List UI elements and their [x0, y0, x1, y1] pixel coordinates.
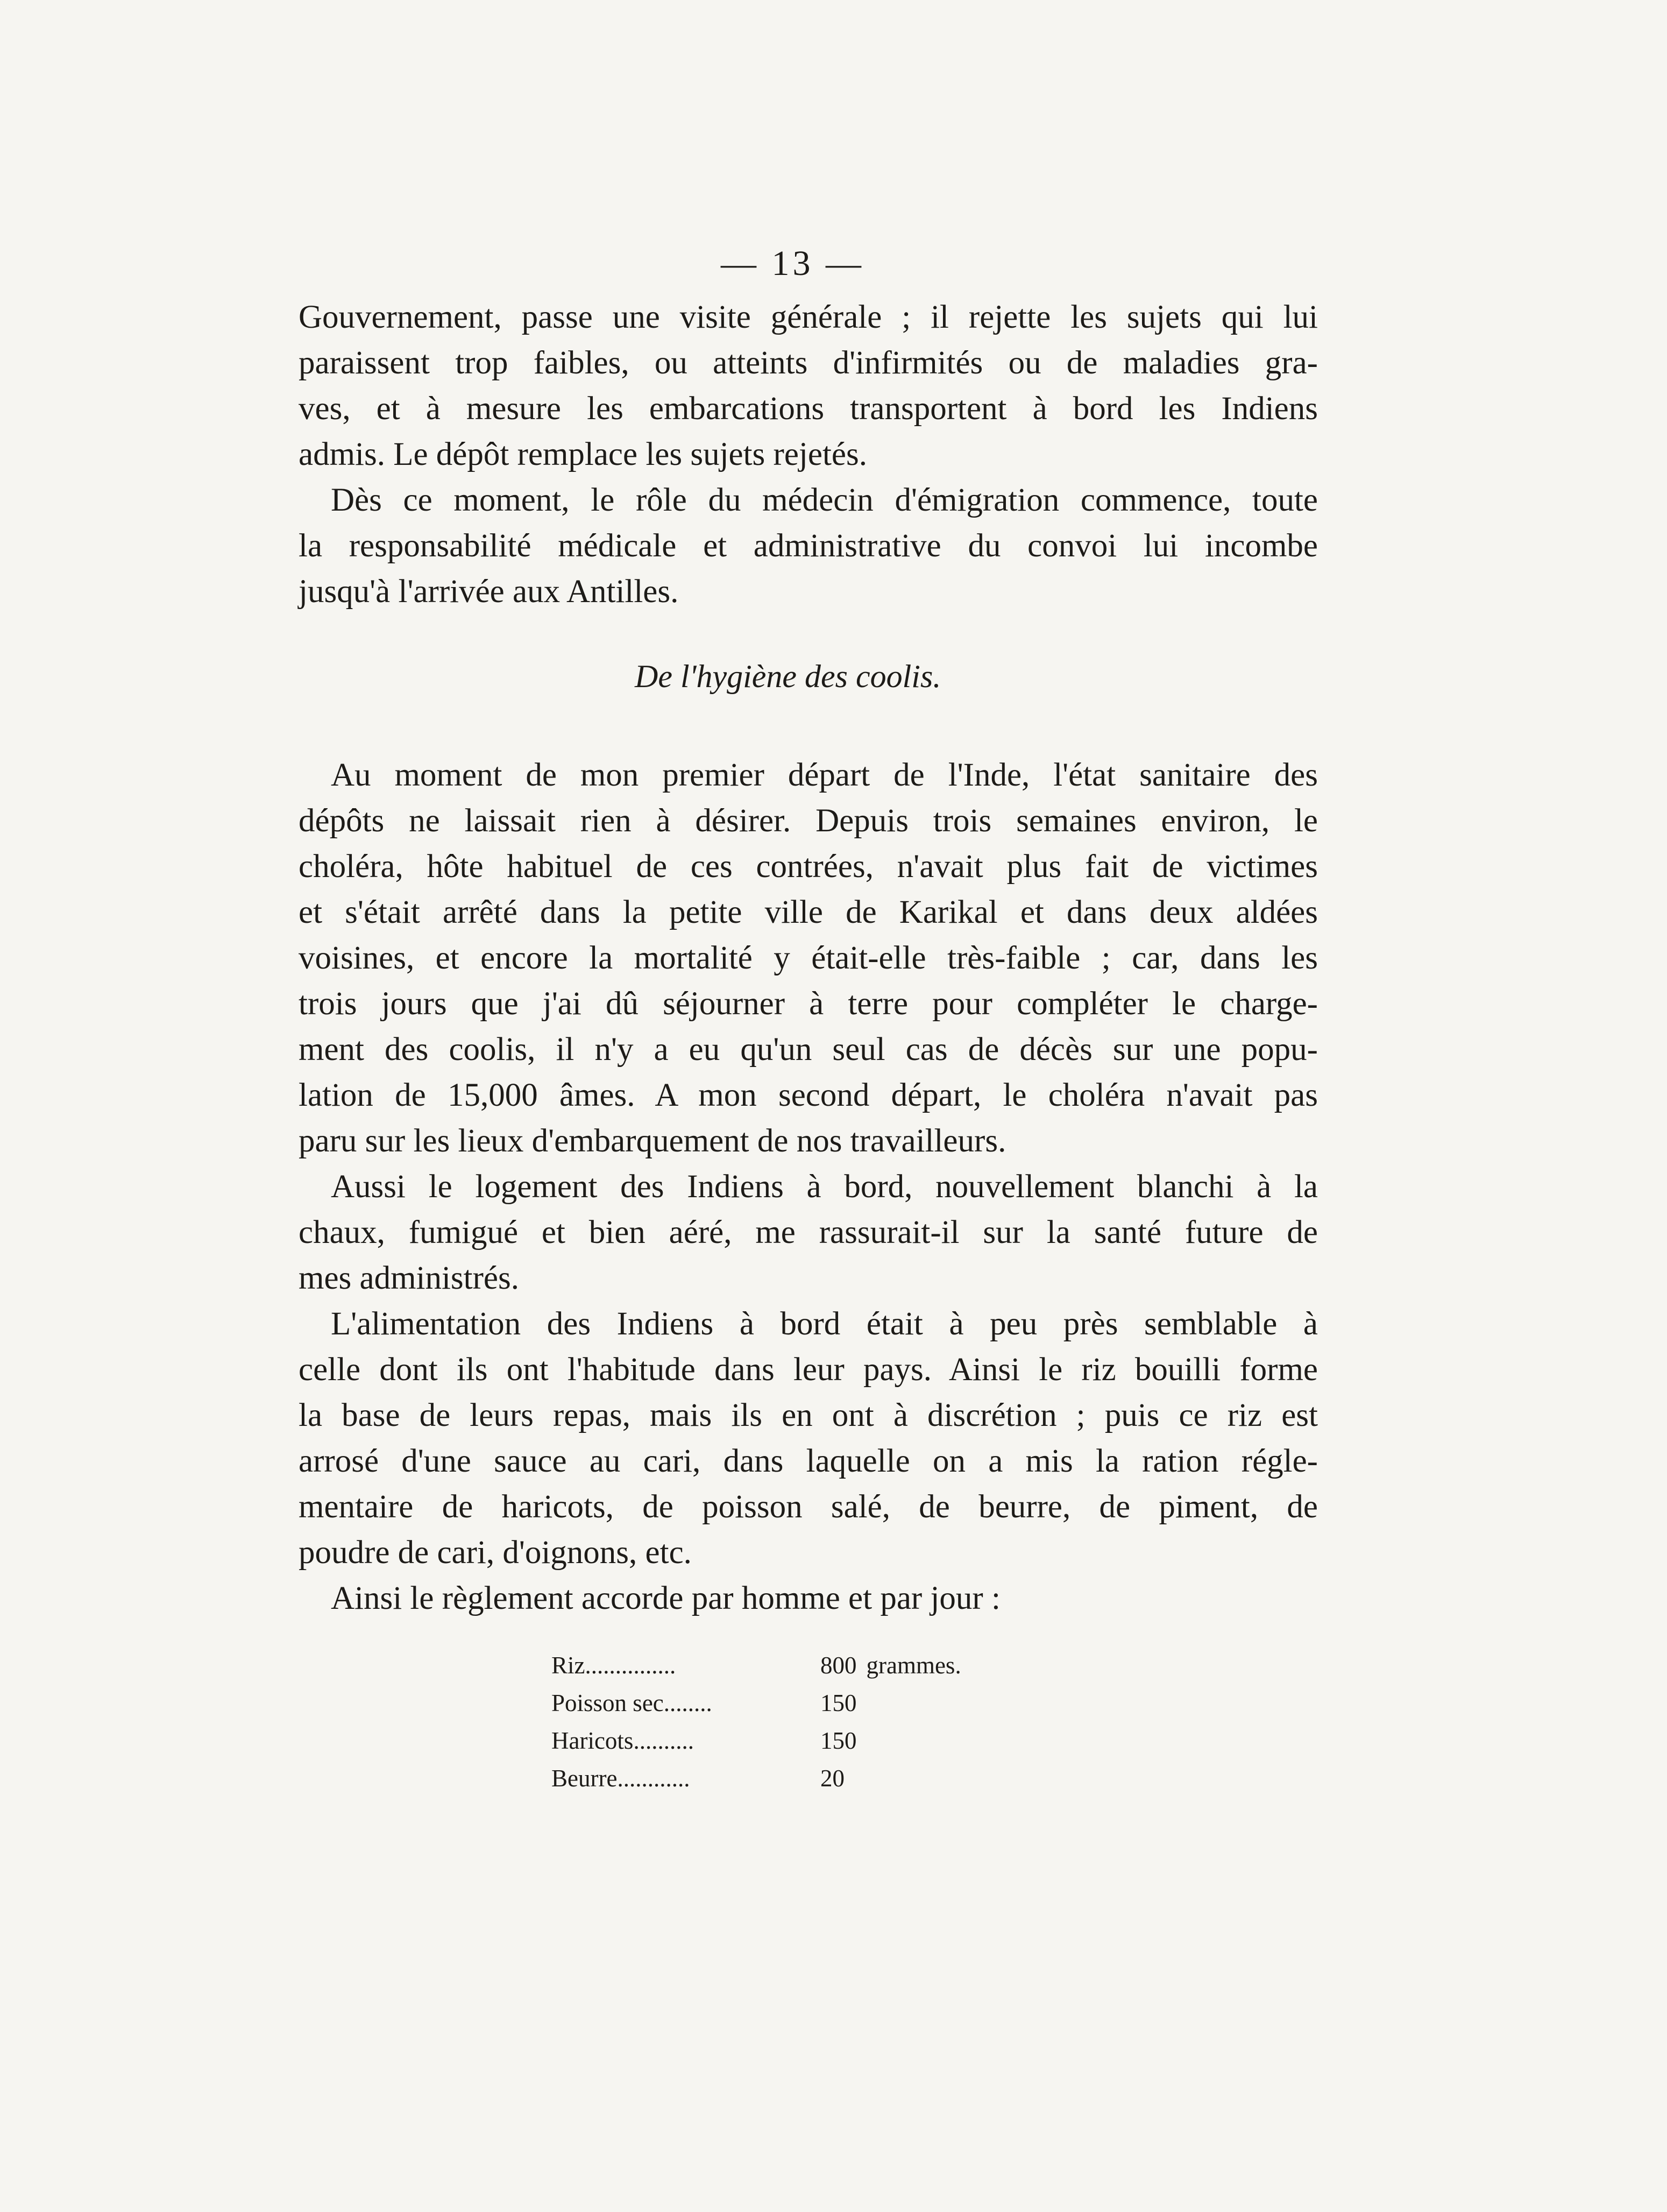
body-line-7: ment des coolis, il n'y a eu qu'un seul cas de décès sur une popu-: [299, 1031, 1318, 1068]
text-line-7: jusqu'à l'arrivée aux Antilles.: [299, 574, 679, 610]
section-title: De l'hygiène des coolis.: [635, 659, 941, 694]
body-line-12: mes administrés.: [299, 1260, 519, 1296]
ration-item-value: 150: [820, 1727, 857, 1754]
body-line-8: lation de 15,000 âmes. A mon second départ, le choléra n'avait pas: [299, 1077, 1318, 1113]
body-line-6: trois jours que j'ai dû séjourner à terre pour compléter le charge-: [299, 986, 1318, 1022]
ration-row: [551, 1684, 857, 1722]
text-line-4: admis. Le dépôt remplace les sujets rejetés.: [299, 436, 867, 472]
ration-item-label: [551, 1684, 820, 1722]
body-line-17: mentaire de haricots, de poisson salé, de beurre, de piment, de: [299, 1489, 1318, 1525]
ration-item-label: [551, 1759, 820, 1797]
ration-leader-dots: ...............: [585, 1652, 676, 1679]
body-line-15: la base de leurs repas, mais ils en ont à discrétion ; puis ce riz est: [299, 1397, 1318, 1433]
ration-row: [551, 1646, 961, 1684]
ration-row: [551, 1759, 845, 1797]
body-line-19: Ainsi le règlement accorde par homme et par jour :: [331, 1580, 1001, 1616]
body-line-1: Au moment de mon premier départ de l'Inde, l'état sanitaire des: [331, 757, 1318, 793]
ration-item-name: Haricots: [551, 1727, 634, 1754]
body-line-18: poudre de cari, d'oignons, etc.: [299, 1535, 692, 1571]
page-number: — 13 —: [721, 244, 864, 283]
text-line-6: la responsabilité médicale et administrative du convoi lui incombe: [299, 528, 1318, 564]
ration-item-label: [551, 1646, 820, 1684]
body-line-10: Aussi le logement des Indiens à bord, nouvellement blanchi à la: [331, 1169, 1318, 1205]
ration-item-name: Riz: [551, 1652, 585, 1679]
ration-item-name: Poisson sec: [551, 1690, 664, 1716]
text-line-3: ves, et à mesure les embarcations transportent à bord les Indiens: [299, 391, 1318, 427]
body-line-13: L'alimentation des Indiens à bord était à peu près semblable à: [331, 1306, 1318, 1342]
text-line-2: paraissent trop faibles, ou atteints d'infirmités ou de maladies gra-: [299, 345, 1318, 381]
ration-item-unit: grammes.: [866, 1652, 961, 1679]
body-line-16: arrosé d'une sauce au cari, dans laquelle on a mis la ration régle-: [299, 1443, 1318, 1479]
body-line-3: choléra, hôte habituel de ces contrées, n'avait plus fait de victimes: [299, 849, 1318, 885]
text-line-1: Gouvernement, passe une visite générale ; il rejette les sujets qui lui: [299, 299, 1318, 335]
body-line-11: chaux, fumigué et bien aéré, me rassurait-il sur la santé future de: [299, 1214, 1318, 1250]
text-line-5: Dès ce moment, le rôle du médecin d'émigration commence, toute: [331, 482, 1318, 518]
ration-leader-dots: ........: [663, 1690, 712, 1716]
ration-row: [551, 1722, 857, 1759]
ration-item-label: [551, 1722, 820, 1759]
ration-item-name: Beurre: [551, 1765, 618, 1792]
body-line-14: celle dont ils ont l'habitude dans leur pays. Ainsi le riz bouilli forme: [299, 1352, 1318, 1388]
ration-item-value: 800: [820, 1652, 857, 1679]
ration-leader-dots: ..........: [633, 1727, 694, 1754]
body-line-9: paru sur les lieux d'embarquement de nos travailleurs.: [299, 1123, 1006, 1159]
body-line-4: et s'était arrêté dans la petite ville de Karikal et dans deux aldées: [299, 894, 1318, 930]
ration-leader-dots: ............: [617, 1765, 690, 1792]
body-line-5: voisines, et encore la mortalité y était-elle très-faible ; car, dans les: [299, 940, 1318, 976]
body-line-2: dépôts ne laissait rien à désirer. Depuis trois semaines environ, le: [299, 803, 1318, 839]
ration-item-value: 150: [820, 1690, 857, 1716]
ration-item-value: 20: [820, 1765, 845, 1792]
